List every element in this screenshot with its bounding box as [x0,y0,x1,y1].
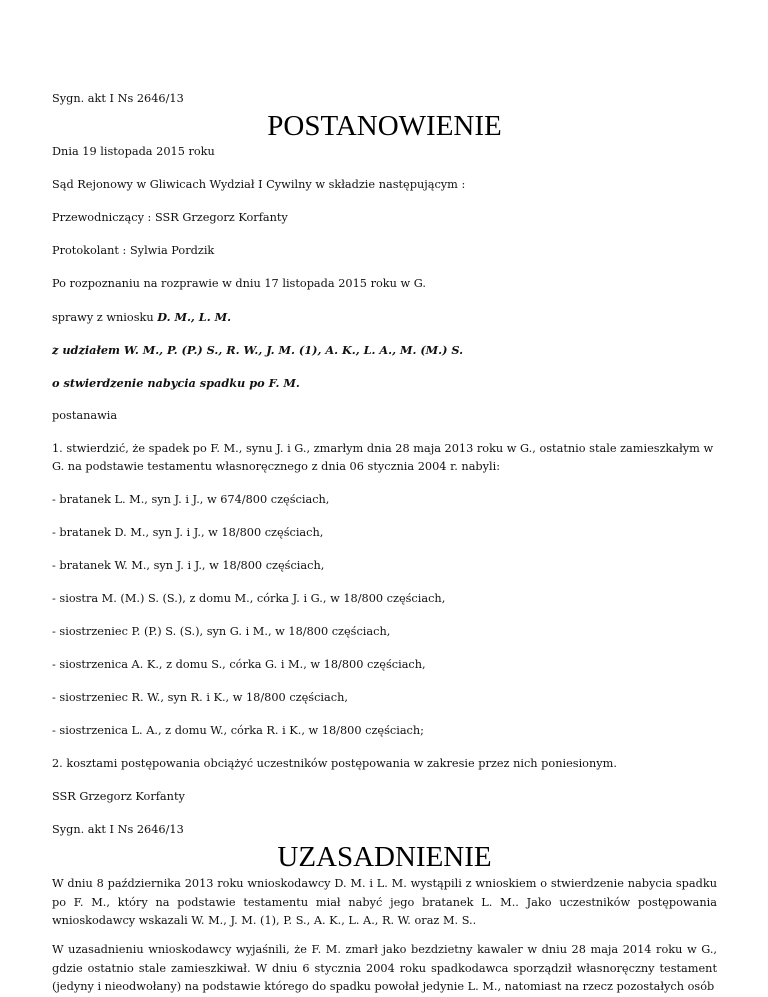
court-line: Sąd Rejonowy w Gliwicach Wydział I Cywilny w składzie następującym : [52,178,466,191]
case-number-second: Sygn. akt I Ns 2646/13 [52,823,184,836]
decision-title: POSTANOWIENIE [267,110,502,142]
point-2: 2. kosztami postępowania obciążyć uczestników postępowania w zakresie przez nich poniesionym. [52,757,617,770]
heir-item: - bratanek W. M., syn J. i J., w 18/800 częściach, [52,559,325,572]
participants-line: z udziałem W. M., P. (P.) S., R. W., J. M. (1), A. K., L. A., M. (M.) S. [52,343,464,357]
heir-item: - siostrzeniec R. W., syn R. i K., w 18/800 częściach, [52,691,348,704]
clerk-line: Protokolant : Sylwia Pordzik [52,244,215,257]
heir-item: - bratanek L. M., syn J. i J., w 674/800 częściach, [52,493,330,506]
heir-item: - siostrzenica A. K., z domu S., córka G. i M., w 18/800 częściach, [52,658,426,671]
chair-line: Przewodniczący : SSR Grzegorz Korfanty [52,211,288,224]
heir-item: - siostrzenica L. A., z domu W., córka R. i K., w 18/800 częściach; [52,724,424,737]
reasons-paragraph-2: W uzasadnieniu wnioskodawcy wyjaśnili, że F. M. zmarł jako bezdzietny kawaler w dniu 28 maja 2014 roku w G., gdzie ostatnio stale zamieszkiwał. W dniu 6 stycznia 2004 roku spadkodawca sporządził własnoręczny testament (jedyny i nieodwołany) na podstawie którego do spadku powołał jedynie L. M., natomiast na rzecz pozostałych osób [52,943,717,993]
case-line [52,310,231,325]
heir-item: - siostra M. (M.) S. (S.), z domu M., córka J. i G., w 18/800 częściach, [52,592,446,605]
signature: SSR Grzegorz Korfanty [52,790,185,803]
reasons-title: UZASADNIENIE [277,841,492,873]
applicants: D. M., L. M. [157,310,232,324]
reasons-paragraph-1: W dniu 8 października 2013 roku wnioskodawcy D. M. i L. M. wystąpili z wnioskiem o stwierdzenie nabycia spadku po F. M., który na podstawie testamentu miał nabyć jego bratanek L. M.. Jako uczestników postępowania wnioskodawcy wskazali W. M., J. M. (1), P. S., A. K., L. A., R. W. oraz M. S.. [52,877,717,927]
heir-item: - bratanek D. M., syn J. i J., w 18/800 częściach, [52,526,324,539]
case-number: Sygn. akt I Ns 2646/13 [52,92,184,105]
decides-line: postanawia [52,409,118,422]
point-1-line-2: G. na podstawie testamentu własnoręcznego z dnia 06 stycznia 2004 r. nabyli: [52,460,501,473]
heir-item: - siostrzeniec P. (P.) S. (S.), syn G. i M., w 18/800 częściach, [52,625,391,638]
case-prefix: sprawy z wniosku [52,311,158,324]
subject-line: o stwierdzenie nabycia spadku po F. M. [52,376,300,390]
point-1-line-1: 1. stwierdzić, że spadek po F. M., synu J. i G., zmarłym dnia 28 maja 2013 roku w G., ostatnio stale zamieszkałym w [52,442,714,455]
date-line: Dnia 19 listopada 2015 roku [52,145,215,158]
hearing-line: Po rozpoznaniu na rozprawie w dniu 17 listopada 2015 roku w G. [52,277,426,290]
